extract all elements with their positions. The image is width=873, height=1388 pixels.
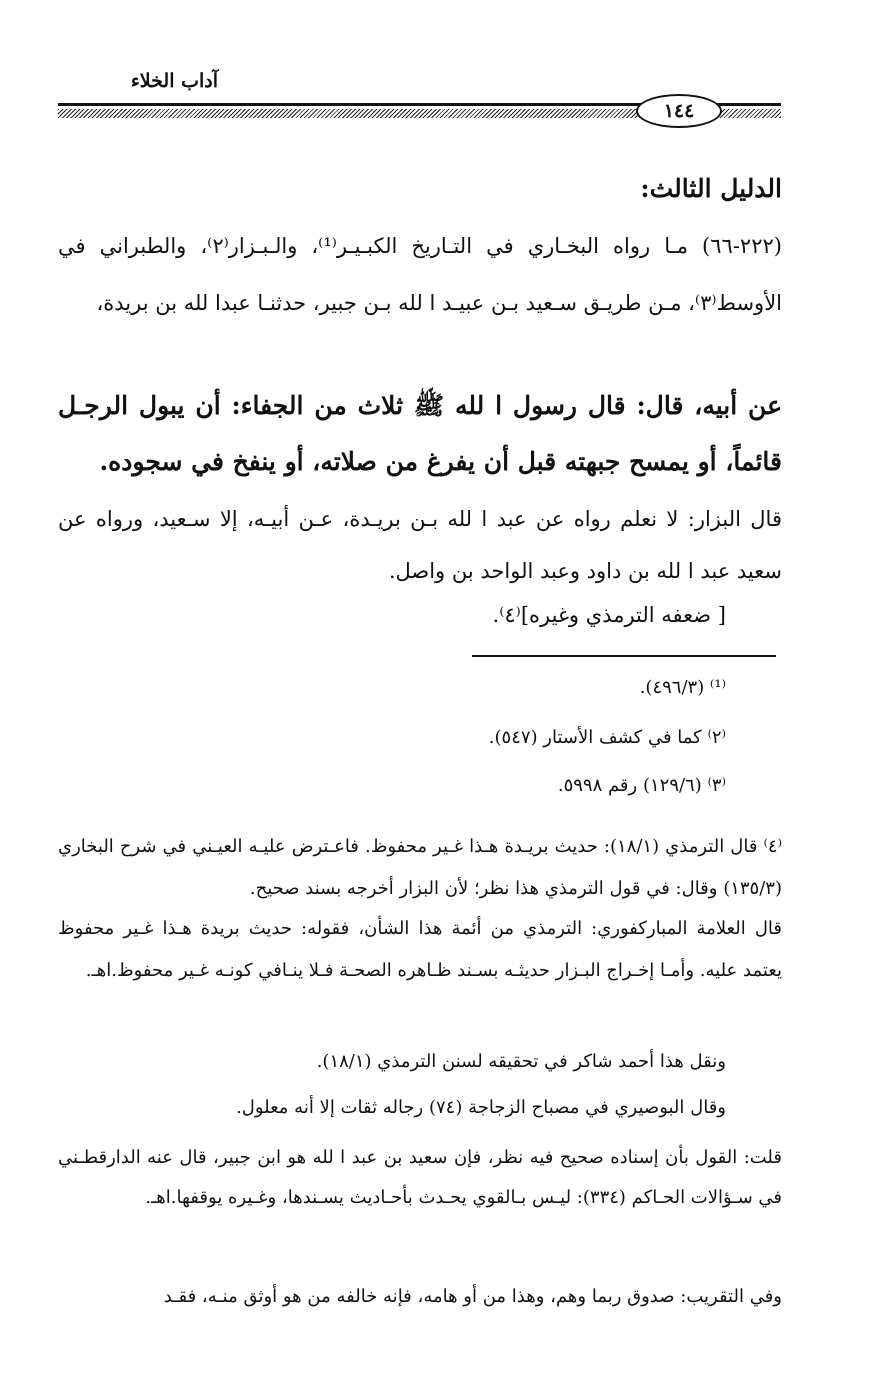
footnote-separator (472, 655, 776, 657)
section-heading: الدليل الثالث: (640, 174, 782, 203)
footnote-1: ⁽¹⁾ (٤٩٦/٣). (639, 677, 726, 698)
footnote-4-shakir: ونقل هذا أحمد شاكر في تحقيقه لسنن الترمذي (١٨/١). (316, 1051, 726, 1072)
page-number: ١٤٤ (636, 94, 722, 128)
footnote-4-mubarakfuri: قال العلامة المباركفوري: الترمذي من أئمة هذا الشأن، فقوله: حديث بريدة هـذا غـير محفوظ يعتمد عليه. وأمـا إخـراج البـزار حديثـه بسـند ظـاهره الصحـة فـلا ينـافي كونـه غـير محفوظ.اهـ. (58, 918, 782, 981)
grading-note: [ ضعفه الترمذي وغيره]⁽٤⁾. (492, 603, 726, 627)
footnote-2: ⁽٢⁾ كما في كشف الأستار (٥٤٧). (488, 727, 726, 748)
footnote-4-author-note: قلت: القول بأن إسناده صحيح فيه نظر، فإن سعيد بن عبد ا لله هو ابن جبير، قال عنه الدارقطـني في سـؤالات الحـاكم (٣٣٤): ليـس بـالقوي يحـدث بأحـاديث يسـندها، وغـيره يوقفها.اهـ. (58, 1147, 782, 1208)
footnote-3: ⁽٣⁾ (١٢٩/٦) رقم ٥٩٩٨. (557, 775, 726, 796)
running-title: آداب الخلاء (130, 70, 218, 92)
footnote-4-busiri: وقال البوصيري في مصباح الزجاجة (٧٤) رجاله ثقات إلا أنه معلول. (236, 1097, 726, 1118)
hadith-text: عن أبيه، قال: قال رسول ا لله ﷺ ثلاث من الجفاء: أن يبول الرجـل قائماً، أو يمسح جبهته قبل أن يفرغ من صلاته، أو ينفخ في سجوده. (58, 391, 782, 476)
narration-chain-paragraph: (٢٢٢-٦٦) مـا رواه البخـاري في التـاريخ الكبـيـر⁽¹⁾، والـبـزار⁽٢⁾، والطبراني في الأوسط⁽٣⁾، مـن طريـق سـعيد بـن عبيـد ا لله بـن جبير، حدثنـا عبدا لله بن بريدة، (58, 234, 782, 315)
footnote-4-taqrib: وفي التقريب: صدوق ربما وهم، وهذا من أو هامه، فإنه خالفه من هو أوثق منـه، فقـد (163, 1286, 782, 1307)
bazzar-comment-paragraph: قال البزار: لا نعلم رواه عن عبد ا لله بـن بريـدة، عـن أبيـه، إلا سـعيد، ورواه عن سعيد عبد ا لله بن داود وعبد الواحد بن واصل. (58, 507, 782, 583)
footnote-4: ⁽٤⁾ قال الترمذي (١٨/١): حديث بريـدة هـذا غـير محفوظ. فاعـترض عليـه العيـني في شرح البخاري (١٣٥/٣) وقال: في قول الترمذي هذا نظر؛ لأن البزار أخرجه بسند صحيح. (58, 836, 782, 899)
